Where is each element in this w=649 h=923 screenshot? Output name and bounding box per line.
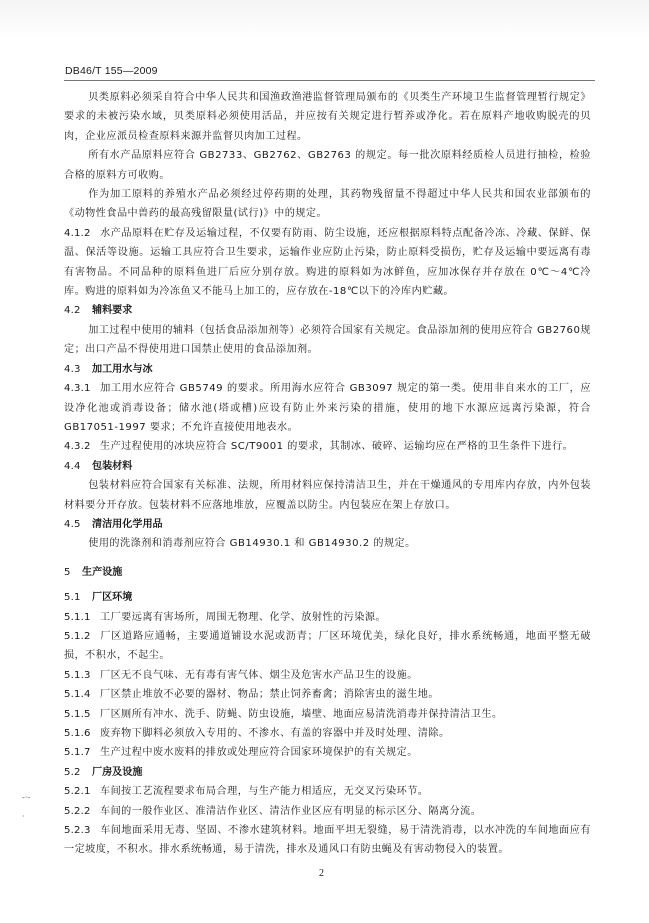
clause-text: 厂区道路应通畅，主要通道铺设水泥或沥青；厂区环境优美，绿化良好，排水系统畅通，地面平整无破损，不积水，不起尘。 <box>64 630 591 662</box>
section-number: 4.5 <box>64 518 81 530</box>
section-4-4-heading <box>64 457 591 476</box>
section-4-5-heading <box>64 515 591 534</box>
clause-text: 废弃物下脚料必须放入专用的、不渗水、有盖的容器中并及时处理、清除。 <box>100 728 450 739</box>
clause-number: 5.1.1 <box>64 611 91 623</box>
section-number: 4.3 <box>64 363 81 375</box>
chapter-5-heading <box>64 563 591 582</box>
clause-text: 车间的一般作业区、准清洁作业区、清洁作业区应有明显的标示区分、隔离分流。 <box>100 805 482 817</box>
section-title: 厂区环境 <box>92 592 133 604</box>
clause-number: 5.2.1 <box>64 786 91 798</box>
paragraph-packaging: 包装材料应符合国家有关标准、法规，所用材料应保持清洁卫生，并在干燥通风的专用库内存放，内外包装材料要分开存放。包装材料不应落地堆放，应覆盖以防尘。内包装应在架上存放口。 <box>64 480 591 511</box>
clause-5-1-6 <box>64 724 591 743</box>
paragraph-shellfish-source: 贝类原料必须采自符合中华人民共和国渔政渔港监督管理局颁布的《贝类生产环境卫生监督管理暂行规定》要求的未被污染水域，贝类原料必须使用活品，并应按有关规定进行暂养或净化。若在原料产地收购脱壳的贝肉，企业应派员检查原料来源并监督贝肉加工过程。 <box>64 92 591 142</box>
clause-text: 加工用水应符合 GB5749 的要求。所用海水应符合 GB3097 规定的第一类。使用非自来水的工厂，应设净化池或消毒设备；储水池(塔或槽)应设有防止外来污染的措施，使用的地下水源应远离污染源，符合 GB17051-1997 要求；不允许直接使用地表水。 <box>64 383 591 433</box>
section-title: 厂房及设施 <box>92 766 143 778</box>
section-4-3-heading <box>64 360 591 379</box>
clause-5-1-5 <box>64 705 591 724</box>
clause-number: 5.1.4 <box>64 689 91 701</box>
clause-5-2-2 <box>64 802 591 821</box>
clause-5-2-3 <box>64 821 591 860</box>
clause-5-1-2 <box>64 627 591 666</box>
clause-text: 厂区禁止堆放不必要的器材、物品；禁止饲养畜禽；消除害虫的滋生地。 <box>100 689 439 701</box>
clause-5-1-4 <box>64 685 591 704</box>
clause-5-1-3 <box>64 666 591 685</box>
clause-number: 5.1.7 <box>64 747 91 759</box>
scan-shading <box>0 0 649 40</box>
section-number: 5.2 <box>64 766 81 778</box>
clause-text: 水产品原料在贮存及运输过程，不仅要有防雨、防尘设施，还应根据原料特点配备冷冻、冷藏、保鲜、保温、保活等设施。运输工具应符合卫生要求，运输作业应防止污染，防止原料受损伤，贮存及运输中要远离有毒有害物品。不同品种的原料鱼进厂后应分别存放。购进的原料如为冰鲜鱼，应加冰保存并存放在 0℃～4℃冷库。购进的原料如为冷冻鱼又不能马上加工的，应存放在-18℃以下的冷库内贮藏。 <box>64 227 591 298</box>
paragraph-drug-residue: 作为加工原料的养殖水产品必须经过停药期的处理，其药物残留量不得超过中华人民共和国农业部颁布的《动物性食品中兽药的最高残留限量(试行)》中的规定。 <box>64 189 591 220</box>
clause-text: 厂区厕所有冲水、洗手、防蝇、防虫设施，墙壁、地面应易清洗消毒并保持清洁卫生。 <box>100 708 503 720</box>
paragraph-raw-material-standards: 所有水产品原料应符合 GB2733、GB2762、GB2763 的规定。每一批次原料经质检人员进行抽检，检验合格的原料方可收购。 <box>64 150 591 181</box>
section-title: 清洁用化学用品 <box>92 518 163 530</box>
clause-number: 4.3.2 <box>64 441 91 453</box>
clause-text: 车间地面采用无毒、坚固、不渗水建筑材料。地面平坦无裂缝，易于清洗消毒，以水冲洗的车间地面应有一定坡度，不积水。排水系统畅通，易于清洗，排水及通风口有防虫蝇及有害动物侵入的装置。 <box>64 825 591 856</box>
page-number: 2 <box>319 868 324 879</box>
scan-artifact-mark: -·- <box>22 793 31 802</box>
spacer <box>64 554 591 563</box>
section-number: 4.2 <box>64 305 81 317</box>
chapter-title: 生产设施 <box>82 566 123 578</box>
section-title: 辅料要求 <box>92 305 133 317</box>
clause-5-1-7 <box>64 743 591 762</box>
clause-text: 厂区无不良气味、无有毒有害气体、烟尘及危害水产品卫生的设施。 <box>100 669 418 681</box>
clause-4-3-1 <box>64 379 591 437</box>
clause-4-1-2 <box>64 224 591 302</box>
clause-4-3-2 <box>64 437 591 456</box>
document-code-header: DB46/T 155—2009 <box>65 65 158 77</box>
clause-text: 工厂要远离有害场所，周围无物理、化学、放射性的污染源。 <box>100 611 387 623</box>
header-rule <box>64 80 595 81</box>
clause-number: 5.1.5 <box>64 708 91 720</box>
section-4-2-heading <box>64 301 591 320</box>
clause-number: 4.1.2 <box>64 227 91 239</box>
clause-5-1-1 <box>64 608 591 627</box>
chapter-number: 5 <box>64 566 71 578</box>
clause-text: 车间按工艺流程要求布局合理，与生产能力相适应，无交叉污染环节。 <box>100 786 429 798</box>
clause-number: 5.1.6 <box>64 728 91 739</box>
clause-number: 5.2.2 <box>64 805 91 817</box>
section-5-2-heading <box>64 763 591 782</box>
clause-text: 生产过程中废水废料的排放或处理应符合国家环境保护的有关规定。 <box>100 747 418 759</box>
page-body <box>64 88 591 860</box>
section-title: 包装材料 <box>92 460 133 472</box>
clause-text: 生产过程使用的冰块应符合 SC/T9001 的要求，其制冰、破碎、运输均应在严格的卫生条件下进行。 <box>100 441 574 453</box>
clause-5-2-1 <box>64 782 591 801</box>
clause-number: 5.2.3 <box>64 825 91 837</box>
section-number: 5.1 <box>64 592 81 604</box>
paragraph-auxiliary-materials: 加工过程中使用的辅料（包括食品添加剂等）必须符合国家有关规定。食品添加剂的使用应符合 GB2760规定；出口产品不得使用进口国禁止使用的食品添加剂。 <box>64 324 591 356</box>
section-number: 4.4 <box>64 460 81 472</box>
clause-number: 4.3.1 <box>64 383 91 395</box>
section-5-1-heading <box>64 588 591 607</box>
paragraph-cleaning-chemicals: 使用的洗涤剂和消毒剂应符合 GB14930.1 和 GB14930.2 的规定。 <box>88 538 416 550</box>
section-title: 加工用水与冰 <box>92 363 153 375</box>
clause-number: 5.1.2 <box>64 630 91 642</box>
clause-number: 5.1.3 <box>64 669 91 681</box>
scan-artifact-mark: · <box>22 812 25 821</box>
